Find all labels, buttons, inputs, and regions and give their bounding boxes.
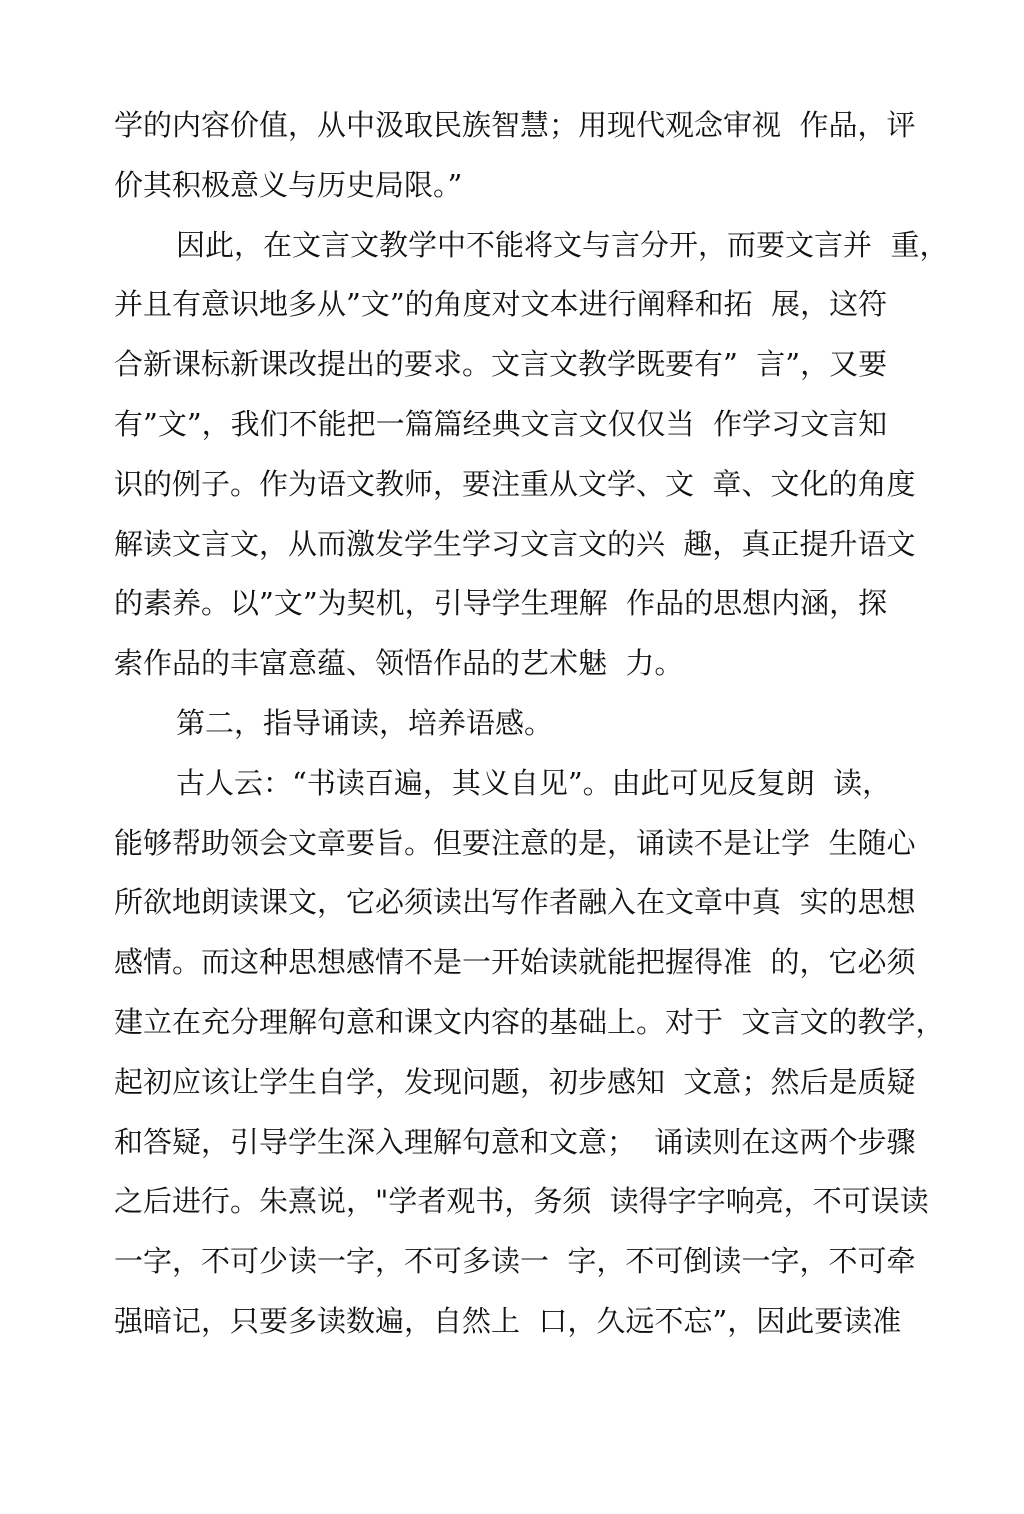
- document-body: [114, 96, 949, 1352]
- text-line: 能够帮助领会文章要旨。但要注意的是，诵读不是让学 生随心: [114, 825, 916, 860]
- text-line: 一字，不可少读一字，不可多读一 字，不可倒读一字，不可牵: [114, 1244, 916, 1279]
- text-line: 和答疑，引导学生深入理解句意和文意； 诵读则在这两个步骤: [114, 1124, 916, 1159]
- text-line: 有”文”，我们不能把一篇篇经典文言文仅仅当 作学习文言知: [114, 406, 888, 441]
- text-line: 建立在充分理解句意和课文内容的基础上。对于 文言文的教学，: [114, 1004, 945, 1039]
- text-line: 强暗记，只要多读数遍，自然上 口，久远不忘”，因此要读准: [114, 1303, 902, 1338]
- text-line: 起初应该让学生自学，发现问题，初步感知 文意；然后是质疑: [114, 1064, 916, 1099]
- paragraph-first-line: 因此，在文言文教学中不能将文与言分开，而要文言并 重，: [176, 227, 949, 262]
- paragraph-first-line: 古人云：“书读百遍，其义自见”。由此可见反复朗 读，: [176, 765, 892, 800]
- text-line: 学的内容价值，从中汲取民族智慧；用现代观念审视 作品，评: [114, 108, 916, 142]
- text-line: 所欲地朗读课文，它必须读出写作者融入在文章中真 实的思想: [114, 885, 916, 920]
- text-line: 的素养。以”文”为契机，引导学生理解 作品的思想内涵，探: [114, 586, 888, 621]
- text-line: 索作品的丰富意蕴、领悟作品的艺术魅 力。: [114, 646, 684, 681]
- text-line: 之后进行。朱熹说，"学者观书，务须 读得字字响亮，不可误读: [114, 1184, 929, 1219]
- text-line: 识的例子。作为语文教师，要注重从文学、文 章、文化的角度: [114, 466, 916, 501]
- text-line: 感情。而这种思想感情不是一开始读就能把握得准 的，它必须: [114, 945, 916, 980]
- text-line: 并且有意识地多从”文”的角度对文本进行阐释和拓 展，这符: [114, 287, 888, 322]
- section-heading: 第二，指导诵读，培养语感。: [176, 705, 554, 740]
- text-line: 解读文言文，从而激发学生学习文言文的兴 趣，真正提升语文: [114, 526, 916, 561]
- text-line: 价其积极意义与历史局限。”: [114, 167, 463, 202]
- text-line: 合新课标新课改提出的要求。文言文教学既要有” 言”，又要: [114, 347, 888, 382]
